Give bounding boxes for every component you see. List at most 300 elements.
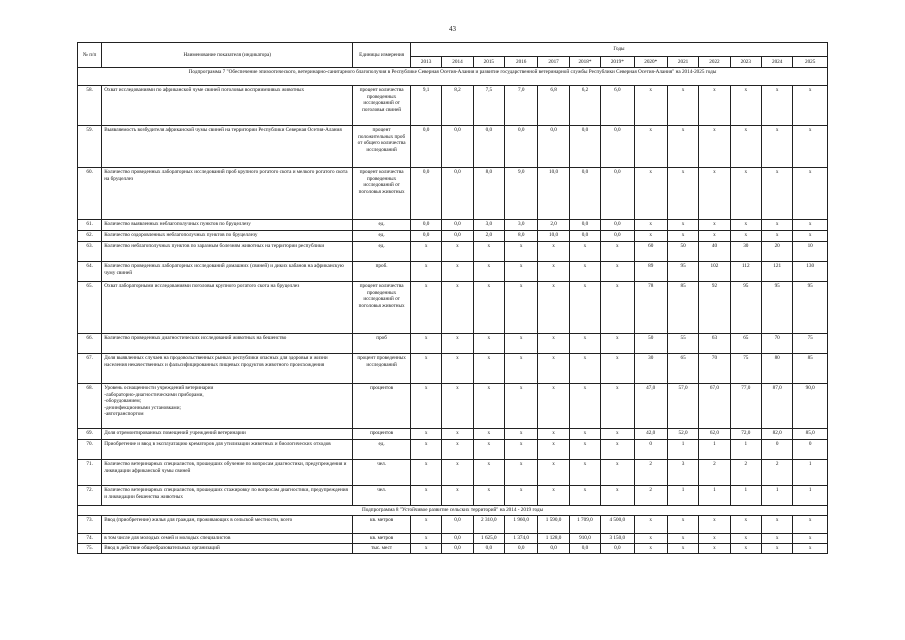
value-cell: х (730, 168, 761, 220)
value-cell: х (730, 126, 761, 168)
value-cell: 0,0 (442, 516, 473, 534)
value-cell: х (569, 460, 600, 486)
value-cell: х (473, 242, 504, 262)
value-cell: х (569, 384, 600, 429)
value-cell: х (601, 242, 634, 262)
value-cell: 10,0 (538, 168, 569, 220)
table-row (78, 126, 828, 168)
value-cell: 0,0 (505, 544, 538, 554)
value-cell: 6,8 (538, 86, 569, 126)
indicator-name: Количество оздоровленных неблагополучных пунктов по бруцеллезу (102, 231, 353, 242)
row-number: 73. (78, 516, 102, 534)
indicator-name: в том числе для молодых семей и молодых специалистов (102, 534, 353, 544)
value-cell: х (601, 486, 634, 506)
value-cell: х (442, 384, 473, 429)
value-cell: 1 (793, 460, 828, 486)
value-cell: 42,0 (634, 429, 667, 440)
value-cell: 1 374,0 (505, 534, 538, 544)
value-cell: 1 (761, 486, 792, 506)
value-cell: х (667, 544, 698, 554)
header-year: 2020* (634, 57, 667, 68)
row-number: 58. (78, 86, 102, 126)
header-year: 2024 (761, 57, 792, 68)
indicator-name: Доля отремонтированных помещений учреждений ветеринарии (102, 429, 353, 440)
value-cell: 1 128,0 (538, 534, 569, 544)
value-cell: х (538, 440, 569, 460)
value-cell: х (569, 262, 600, 282)
value-cell: 63 (699, 334, 730, 354)
value-cell: х (410, 544, 441, 554)
value-cell: 0,0 (601, 220, 634, 231)
value-cell: 1 (793, 486, 828, 506)
indicator-name: Количество неблагополучных пунктов по заразным болезням животных на территории республики (102, 242, 353, 262)
value-cell: 1 (730, 486, 761, 506)
value-cell: х (538, 282, 569, 334)
value-cell: 67,0 (699, 384, 730, 429)
value-cell: 70 (699, 354, 730, 384)
value-cell: х (667, 168, 698, 220)
value-cell: х (473, 354, 504, 384)
value-cell: 130 (793, 262, 828, 282)
value-cell: 8,0 (473, 168, 504, 220)
row-number: 63. (78, 242, 102, 262)
value-cell: х (793, 544, 828, 554)
value-cell: 0,0 (601, 544, 634, 554)
value-cell: х (505, 242, 538, 262)
value-cell: х (442, 334, 473, 354)
value-cell: х (538, 429, 569, 440)
value-cell: 70 (761, 334, 792, 354)
value-cell: х (505, 384, 538, 429)
value-cell: 62,0 (699, 429, 730, 440)
header-year: 2022 (699, 57, 730, 68)
header-year: 2015 (473, 57, 504, 68)
value-cell: 57,0 (667, 384, 698, 429)
value-cell: х (634, 544, 667, 554)
value-cell: х (730, 534, 761, 544)
value-cell: 3,0 (473, 220, 504, 231)
indicator-name: Количество ветеринарных специалистов, прошедших стажировку по вопросам диагностики, предупреждения и ликвидации бешенства животных (102, 486, 353, 506)
value-cell: 50 (667, 242, 698, 262)
value-cell: 0,0 (601, 168, 634, 220)
value-cell: 0,0 (442, 168, 473, 220)
value-cell: х (761, 231, 792, 242)
value-cell: 47,0 (634, 384, 667, 429)
value-cell: 7,0 (505, 86, 538, 126)
value-cell: 1 709,0 (569, 516, 600, 534)
unit-cell: ед. (353, 220, 411, 231)
value-cell: х (442, 282, 473, 334)
value-cell: 2 310,0 (473, 516, 504, 534)
value-cell: х (410, 440, 441, 460)
table-row (78, 231, 828, 242)
value-cell: 0,0 (569, 231, 600, 242)
unit-cell: кв. метров (353, 534, 411, 544)
value-cell: х (761, 168, 792, 220)
value-cell: 60 (634, 242, 667, 262)
value-cell: 1 (699, 440, 730, 460)
value-cell: 0,0 (442, 544, 473, 554)
header-years: Годы (410, 43, 827, 57)
value-cell: х (442, 242, 473, 262)
table-row (78, 440, 828, 460)
value-cell: х (699, 231, 730, 242)
value-cell: х (793, 86, 828, 126)
value-cell: х (473, 282, 504, 334)
value-cell: х (667, 534, 698, 544)
value-cell: 80 (761, 354, 792, 384)
value-cell: х (473, 262, 504, 282)
value-cell: х (569, 282, 600, 334)
value-cell: х (505, 262, 538, 282)
row-number: 75. (78, 544, 102, 554)
value-cell: 52,0 (667, 429, 698, 440)
indicator-name: Охват исследованиями по африканской чуме свиней поголовья восприимчивых животных (102, 86, 353, 126)
value-cell: 1 (699, 486, 730, 506)
value-cell: х (410, 534, 441, 544)
value-cell: х (601, 460, 634, 486)
value-cell: 65 (667, 354, 698, 384)
unit-cell: проб. (353, 262, 411, 282)
value-cell: х (538, 384, 569, 429)
value-cell: 0,0 (569, 126, 600, 168)
value-cell: х (601, 384, 634, 429)
value-cell: х (634, 534, 667, 544)
value-cell: х (601, 429, 634, 440)
value-cell: 0,0 (442, 534, 473, 544)
value-cell: х (761, 516, 792, 534)
value-cell: 1 960,0 (505, 516, 538, 534)
indicator-name: Доля выявленных случаев на продовольственных рынках республики опасных для здоровья и жизни населения некачественных и фальсифицированных пищевых продуктов животного происхождения (102, 354, 353, 384)
row-number: 60. (78, 168, 102, 220)
unit-cell: процент количества проведенных исследований от поголовья животных (353, 168, 411, 220)
value-cell: 2 (699, 460, 730, 486)
value-cell: х (699, 86, 730, 126)
page-number: 43 (449, 25, 456, 33)
unit-cell: процент положительных проб от общего количества исследований (353, 126, 411, 168)
value-cell: 95 (667, 262, 698, 282)
value-cell: 0,0 (538, 544, 569, 554)
value-cell: х (473, 384, 504, 429)
value-cell: х (569, 429, 600, 440)
header-year: 2017 (538, 57, 569, 68)
subprogram-title: Подпрограмма 7 "Обеспечение эпизоотического, ветеринарно-санитарного благополучия в Республике Северная Осетия-Алания и развитие государственной ветеринарной службы Республики Северная Осетия-Алания" на 2014-2025 годы (78, 68, 828, 86)
value-cell: 40 (699, 242, 730, 262)
value-cell: х (699, 126, 730, 168)
header-year: 2023 (730, 57, 761, 68)
value-cell: х (569, 440, 600, 460)
value-cell: 6,2 (569, 86, 600, 126)
table-row (78, 384, 828, 429)
value-cell: х (410, 282, 441, 334)
value-cell: х (505, 460, 538, 486)
unit-cell: процент количества проведенных исследований от поголовья свиней (353, 86, 411, 126)
indicator-name: Количество проведенных диагностических исследований животных на бешенство (102, 334, 353, 354)
indicator-name: Ввод в действие общеобразовательных организаций (102, 544, 353, 554)
value-cell: 0,0 (410, 220, 441, 231)
indicator-name: Количество ветеринарных специалистов, прошедших обучение по вопросам диагностики, предупреждения и ликвидации африканской чумы свиней (102, 460, 353, 486)
header-year: 2019* (601, 57, 634, 68)
value-cell: х (699, 544, 730, 554)
value-cell: 2,0 (538, 220, 569, 231)
value-cell: х (761, 534, 792, 544)
value-cell: 4 500,0 (601, 516, 634, 534)
indicator-name: Приобретение и ввод в эксплуатацию крематоров для утилизации животных и биологических отходов (102, 440, 353, 460)
value-cell: х (634, 86, 667, 126)
value-cell: 0,0 (410, 126, 441, 168)
header-num: № п/п (78, 43, 102, 68)
value-cell: х (699, 220, 730, 231)
value-cell: х (505, 429, 538, 440)
unit-cell: процентов (353, 384, 411, 429)
value-cell: 9,1 (410, 86, 441, 126)
header-name: Наименование показателя (индикатора) (102, 43, 353, 68)
value-cell: х (538, 460, 569, 486)
value-cell: 78 (634, 282, 667, 334)
value-cell: х (601, 262, 634, 282)
value-cell: 65 (730, 334, 761, 354)
row-number: 74. (78, 534, 102, 544)
value-cell: х (569, 334, 600, 354)
table-row (78, 460, 828, 486)
value-cell: 112 (730, 262, 761, 282)
value-cell: 85 (793, 354, 828, 384)
value-cell: 8,2 (442, 86, 473, 126)
value-cell: х (538, 262, 569, 282)
value-cell: х (538, 354, 569, 384)
value-cell: 85,0 (793, 429, 828, 440)
row-number: 71. (78, 460, 102, 486)
value-cell: 20 (761, 242, 792, 262)
value-cell: х (793, 126, 828, 168)
unit-cell: чел. (353, 486, 411, 506)
row-number: 72. (78, 486, 102, 506)
value-cell: 1 625,0 (473, 534, 504, 544)
value-cell: 95 (793, 282, 828, 334)
table-row (78, 334, 828, 354)
value-cell: х (410, 334, 441, 354)
value-cell: 1 (667, 440, 698, 460)
value-cell: х (442, 486, 473, 506)
value-cell: 0,0 (473, 544, 504, 554)
value-cell: х (410, 516, 441, 534)
value-cell: 0,0 (410, 231, 441, 242)
value-cell: х (601, 354, 634, 384)
value-cell: х (634, 516, 667, 534)
value-cell: х (442, 354, 473, 384)
value-cell: х (793, 168, 828, 220)
unit-cell: чел. (353, 460, 411, 486)
value-cell: 2 (730, 460, 761, 486)
indicator-name: Количество проведенных лабораторных исследований проб крупного рогатого скота и мелкого рогатого скота на бруцеллез (102, 168, 353, 220)
value-cell: 2 (634, 460, 667, 486)
value-cell: 0 (793, 440, 828, 460)
header-year: 2021 (667, 57, 698, 68)
value-cell: 0,0 (601, 126, 634, 168)
value-cell: х (442, 429, 473, 440)
row-number: 68. (78, 384, 102, 429)
value-cell: 30 (634, 354, 667, 384)
value-cell: 77,0 (730, 384, 761, 429)
value-cell: 0,0 (569, 544, 600, 554)
row-number: 65. (78, 282, 102, 334)
value-cell: х (505, 354, 538, 384)
value-cell: 0 (634, 440, 667, 460)
value-cell: х (699, 534, 730, 544)
value-cell: 9,0 (505, 168, 538, 220)
value-cell: 0,0 (410, 168, 441, 220)
indicator-name: Ввод (приобретение) жилья для граждан, проживающих в сельской местности, всего (102, 516, 353, 534)
value-cell: 0,0 (442, 231, 473, 242)
value-cell: х (505, 486, 538, 506)
table-row (78, 242, 828, 262)
row-number: 62. (78, 231, 102, 242)
value-cell: 0,0 (569, 220, 600, 231)
value-cell: 82,0 (761, 429, 792, 440)
unit-cell: проб (353, 334, 411, 354)
value-cell: 1 590,0 (538, 516, 569, 534)
value-cell: х (538, 242, 569, 262)
table-row (78, 86, 828, 126)
value-cell: 0,0 (538, 126, 569, 168)
value-cell: х (667, 516, 698, 534)
row-number: 64. (78, 262, 102, 282)
value-cell: 55 (667, 334, 698, 354)
value-cell: х (569, 354, 600, 384)
value-cell: 85 (667, 282, 698, 334)
header-year: 2016 (505, 57, 538, 68)
value-cell: х (730, 231, 761, 242)
value-cell: х (505, 440, 538, 460)
table-row (78, 534, 828, 544)
unit-cell: кв. метров (353, 516, 411, 534)
unit-cell: ед. (353, 231, 411, 242)
subprogram-title: Подпрограмма 8 "Устойчивое развитие сельских территорий" на 2014 - 2019 годы (78, 506, 828, 516)
value-cell: 102 (699, 262, 730, 282)
value-cell: 0,0 (601, 231, 634, 242)
indicator-name: Охват лабораторными исследованиями поголовья крупного рогатого скота на бруцеллез (102, 282, 353, 334)
unit-cell: процентов (353, 429, 411, 440)
value-cell: 72,0 (730, 429, 761, 440)
value-cell: х (410, 354, 441, 384)
row-number: 59. (78, 126, 102, 168)
value-cell: х (667, 86, 698, 126)
value-cell: х (538, 334, 569, 354)
table-row (78, 168, 828, 220)
value-cell: х (410, 384, 441, 429)
value-cell: 30 (730, 242, 761, 262)
value-cell: 3 (667, 460, 698, 486)
value-cell: х (730, 86, 761, 126)
table-row (78, 354, 828, 384)
value-cell: х (473, 334, 504, 354)
value-cell: 75 (793, 334, 828, 354)
value-cell: х (473, 460, 504, 486)
value-cell: 7,5 (473, 86, 504, 126)
value-cell: 2,0 (473, 231, 504, 242)
value-cell: х (473, 429, 504, 440)
value-cell: 50 (634, 334, 667, 354)
value-cell: х (473, 486, 504, 506)
value-cell: х (730, 220, 761, 231)
value-cell: х (569, 242, 600, 262)
value-cell: 90,0 (793, 384, 828, 429)
value-cell: 3 150,0 (601, 534, 634, 544)
value-cell: х (761, 86, 792, 126)
value-cell: х (505, 334, 538, 354)
indicators-table (77, 42, 828, 554)
table-row (78, 262, 828, 282)
value-cell: х (730, 544, 761, 554)
value-cell: 10 (793, 242, 828, 262)
table-row (78, 429, 828, 440)
value-cell: 1 (730, 440, 761, 460)
value-cell: х (601, 440, 634, 460)
table-row (78, 486, 828, 506)
row-number: 70. (78, 440, 102, 460)
value-cell: х (793, 231, 828, 242)
header-year: 2013 (410, 57, 441, 68)
value-cell: 0,0 (569, 168, 600, 220)
value-cell: х (761, 544, 792, 554)
unit-cell: тыс. мест (353, 544, 411, 554)
indicator-name: Уровень оснащенности учреждений ветеринарии -лабораторно-диагностическими приборами, -оборудованием; -дезинфекционными установками; -автотранспортом (102, 384, 353, 429)
value-cell: х (699, 516, 730, 534)
value-cell: 95 (730, 282, 761, 334)
value-cell: х (761, 126, 792, 168)
value-cell: х (634, 168, 667, 220)
value-cell: х (410, 429, 441, 440)
value-cell: х (667, 231, 698, 242)
header-year: 2018* (569, 57, 600, 68)
value-cell: 2 (761, 460, 792, 486)
value-cell: х (410, 486, 441, 506)
value-cell: х (410, 242, 441, 262)
indicator-name: Количество выявленных неблагополучных пунктов по бруцеллезу (102, 220, 353, 231)
value-cell: х (410, 262, 441, 282)
value-cell: х (667, 220, 698, 231)
header-year: 2025 (793, 57, 828, 68)
value-cell: х (569, 486, 600, 506)
table-row (78, 516, 828, 534)
value-cell: 95 (761, 282, 792, 334)
header-unit: Единицы измерения (353, 43, 411, 68)
value-cell: х (442, 262, 473, 282)
unit-cell: ед. (353, 440, 411, 460)
value-cell: 0,0 (505, 126, 538, 168)
value-cell: 0 (761, 440, 792, 460)
value-cell: х (601, 282, 634, 334)
value-cell: х (505, 282, 538, 334)
row-number: 69. (78, 429, 102, 440)
row-number: 67. (78, 354, 102, 384)
value-cell: х (730, 516, 761, 534)
value-cell: 121 (761, 262, 792, 282)
unit-cell: процент проведенных исследований (353, 354, 411, 384)
row-number: 66. (78, 334, 102, 354)
table-row (78, 220, 828, 231)
value-cell: 75 (730, 354, 761, 384)
value-cell: х (442, 440, 473, 460)
value-cell: х (538, 486, 569, 506)
row-number: 61. (78, 220, 102, 231)
value-cell: 10,0 (538, 231, 569, 242)
value-cell: х (601, 334, 634, 354)
value-cell: х (667, 126, 698, 168)
value-cell: 0,0 (442, 126, 473, 168)
value-cell: 1 (667, 486, 698, 506)
value-cell: х (793, 516, 828, 534)
